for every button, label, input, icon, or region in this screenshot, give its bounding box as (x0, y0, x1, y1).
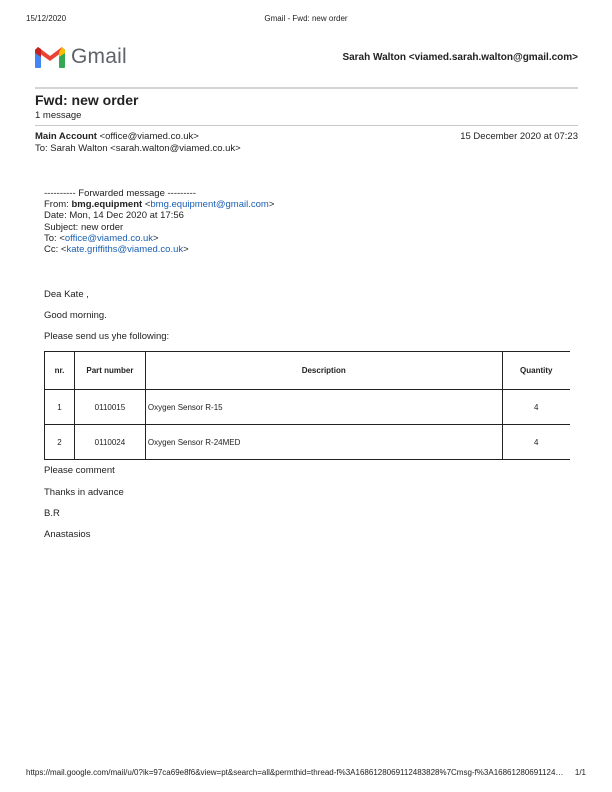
greeting: Dea Kate , (44, 289, 89, 300)
cell-quantity: 4 (502, 425, 570, 460)
header-description: Description (145, 352, 502, 390)
cell-description: Oxygen Sensor R-24MED (145, 425, 502, 460)
account-label: Sarah Walton <viamed.sarah.walton@gmail.com> (342, 52, 578, 63)
header-divider (35, 87, 578, 89)
print-title: Gmail - Fwd: new order (264, 14, 348, 23)
gmail-envelope-icon (35, 46, 65, 68)
gmail-logo (35, 44, 127, 70)
gmail-wordmark: Gmail (71, 45, 127, 68)
header-quantity: Quantity (502, 352, 570, 390)
thread-subject: Fwd: new order (35, 92, 139, 108)
header-nr: nr. (45, 352, 75, 390)
forwarded-header (44, 188, 274, 255)
print-footer (0, 768, 612, 780)
forwarded-to: To: <office@viamed.co.uk> (44, 232, 159, 244)
cell-description: Oxygen Sensor R-15 (145, 390, 502, 425)
forwarded-from-email-link[interactable]: bmg.equipment@gmail.com (150, 199, 269, 211)
cell-part-number: 0110024 (74, 425, 145, 460)
forwarded-from: From: bmg.equipment <bmg.equipment@gmail.com> (44, 199, 275, 211)
forwarded-divider: ---------- Forwarded message --------- (44, 188, 196, 199)
print-url: https://mail.google.com/mail/u/0?ik=97ca69e8f6&view=pt&search=all&permthid=thread-f%3A1686128069112483828%7Cmsg-f%3A16861280691124… (26, 768, 564, 777)
cell-quantity: 4 (502, 390, 570, 425)
regards-line: B.R (44, 508, 60, 519)
request-line: Please send us yhe following: (44, 331, 170, 342)
sender-email: <office@viamed.co.uk> (99, 131, 199, 142)
forwarded-cc: Cc: <kate.griffiths@viamed.co.uk> (44, 244, 189, 256)
forwarded-subject: Subject: new order (44, 221, 124, 233)
sender-name: Main Account (35, 131, 97, 142)
message-date: 15 December 2020 at 07:23 (460, 131, 578, 142)
forwarded-cc-email-link[interactable]: kate.griffiths@viamed.co.uk (66, 244, 184, 256)
subject-divider (35, 125, 578, 126)
print-date: 15/12/2020 (26, 14, 67, 23)
thanks-line: Thanks in advance (44, 487, 124, 498)
cell-part-number: 0110015 (74, 390, 145, 425)
order-table (44, 351, 570, 460)
cell-nr: 2 (45, 425, 75, 460)
forwarded-date: Date: Mon, 14 Dec 2020 at 17:56 (44, 210, 184, 222)
message-from (35, 131, 199, 142)
message-count: 1 message (35, 110, 82, 121)
header-part-number: Part number (74, 352, 145, 390)
print-header (0, 14, 612, 26)
forwarded-to-email-link[interactable]: office@viamed.co.uk (64, 232, 154, 244)
table-header-row (45, 352, 571, 390)
table-row (45, 425, 571, 460)
message-to: To: Sarah Walton <sarah.walton@viamed.co.uk> (35, 143, 241, 154)
page-number: 1/1 (574, 768, 586, 777)
please-comment: Please comment (44, 465, 115, 476)
good-morning: Good morning. (44, 310, 107, 321)
forwarded-from-name: bmg.equipment (71, 199, 143, 211)
signature: Anastasios (44, 529, 91, 540)
cell-nr: 1 (45, 390, 75, 425)
table-row (45, 390, 571, 425)
